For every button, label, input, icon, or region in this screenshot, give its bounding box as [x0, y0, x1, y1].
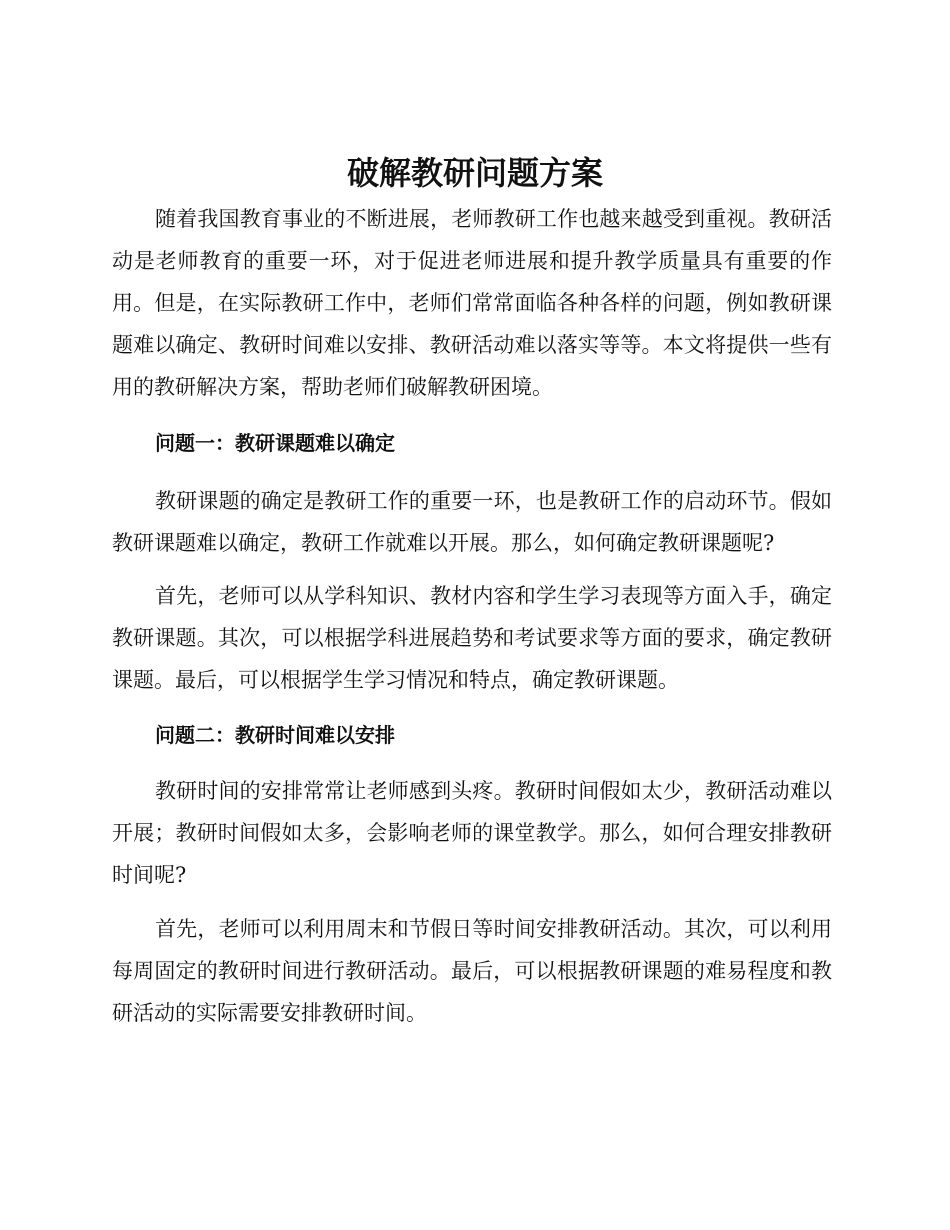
section-heading-problem-one: 问题一：教研课题难以确定: [155, 431, 395, 455]
section-one-paragraph-1: 教研课题的确定是教研工作的重要一环，也是教研工作的启动环节。假如教研课题难以确定，教研工作就难以开展。那么，如何确定教研课题呢?: [112, 489, 832, 555]
section-heading-problem-two: 问题二：教研时间难以安排: [155, 723, 395, 747]
intro-paragraph: 随着我国教育事业的不断进展，老师教研工作也越来越受到重视。教研活动是老师教育的重要一环，对于促进老师进展和提升教学质量具有重要的作用。但是，在实际教研工作中，老师们常常面临各种各样的问题，例如教研课题难以确定、教研时间难以安排、教研活动难以落实等等。本文将提供一些有用的教研解决方案，帮助老师们破解教研困境。: [112, 207, 832, 399]
document-title: 破解教研问题方案: [346, 154, 603, 192]
section-two-paragraph-2: 首先，老师可以利用周末和节假日等时间安排教研活动。其次，可以利用每周固定的教研时间进行教研活动。最后，可以根据教研课题的难易程度和教研活动的实际需要安排教研时间。: [112, 917, 832, 1025]
section-two-paragraph-1: 教研时间的安排常常让老师感到头疼。教研时间假如太少，教研活动难以开展；教研时间假如太多，会影响老师的课堂教学。那么，如何合理安排教研时间呢?: [112, 779, 832, 887]
section-one-paragraph-2: 首先，老师可以从学科知识、教材内容和学生学习表现等方面入手，确定教研课题。其次，可以根据学科进展趋势和考试要求等方面的要求，确定教研课题。最后，可以根据学生学习情况和特点，确定教研课题。: [112, 584, 832, 692]
